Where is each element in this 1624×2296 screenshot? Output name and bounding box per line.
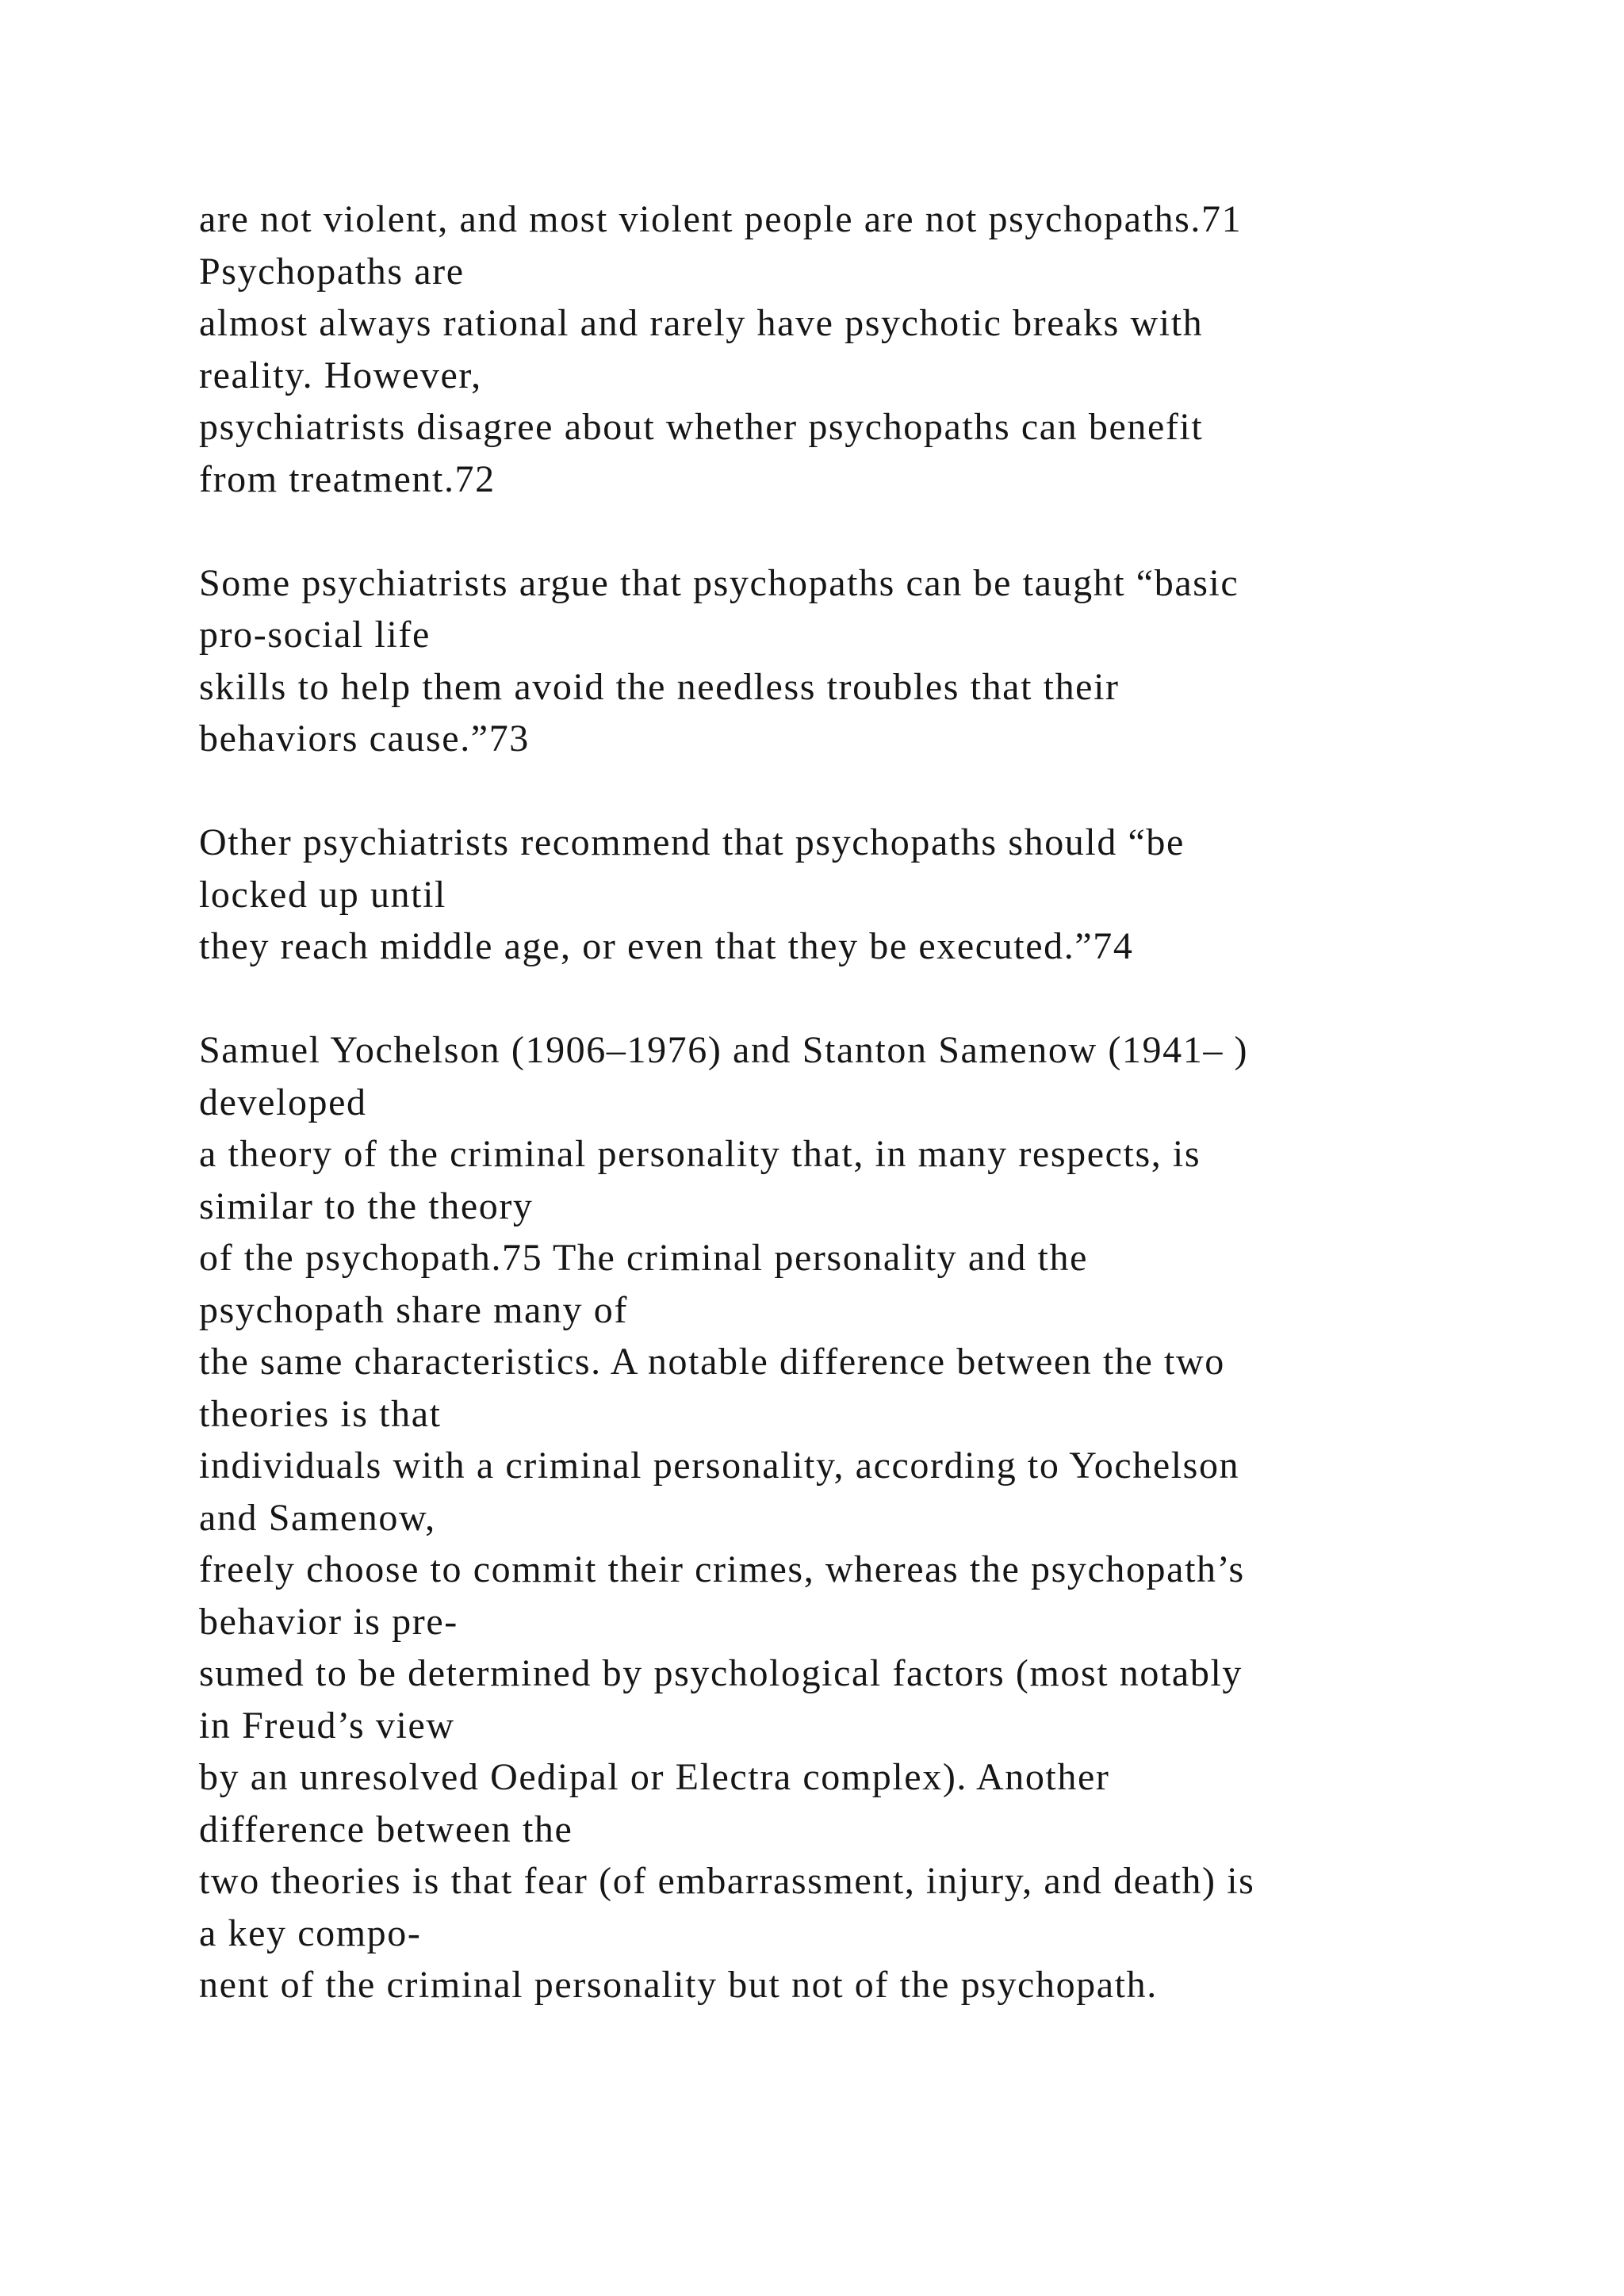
text-line: freely choose to commit their crimes, whereas the psychopath’s (199, 1548, 1245, 1590)
text-line: almost always rational and rarely have psychotic breaks with (199, 302, 1204, 344)
text-line: a theory of the criminal personality that, in many respects, is (199, 1133, 1201, 1175)
text-line: by an unresolved Oedipal or Electra complex). Another (199, 1756, 1110, 1798)
text-line: difference between the (199, 1808, 573, 1850)
text-line: individuals with a criminal personality, according to Yochelson (199, 1445, 1240, 1487)
text-line: skills to help them avoid the needless troubles that their (199, 665, 1120, 708)
paragraph-pro-social-skills (199, 557, 1531, 765)
text-line: behavior is pre- (199, 1600, 458, 1643)
text-line: Some psychiatrists argue that psychopaths can be taught “basic (199, 561, 1239, 604)
text-line: from treatment.72 (199, 457, 496, 500)
text-line: of the psychopath.75 The criminal personality and the (199, 1237, 1088, 1279)
text-line: two theories is that fear (of embarrassment, injury, and death) is (199, 1860, 1255, 1902)
text-line: nent of the criminal personality but not of the psychopath. (199, 1964, 1158, 2006)
paragraph-gap (199, 505, 1531, 557)
text-line: are not violent, and most violent people are not psychopaths.71 (199, 198, 1243, 240)
paragraph-locked-up (199, 817, 1531, 973)
text-line: psychopath share many of (199, 1288, 628, 1331)
text-line: reality. However, (199, 354, 482, 396)
text-line: they reach middle age, or even that they be executed.”74 (199, 925, 1134, 967)
text-line: sumed to be determined by psychological factors (most notably (199, 1652, 1243, 1694)
text-line: behaviors cause.”73 (199, 718, 530, 760)
text-line: developed (199, 1081, 367, 1123)
document-body (199, 193, 1531, 2011)
text-line: Other psychiatrists recommend that psychopaths should “be (199, 821, 1185, 863)
text-line: and Samenow, (199, 1496, 436, 1539)
text-line: psychiatrists disagree about whether psychopaths can benefit (199, 406, 1204, 448)
paragraph-gap (199, 973, 1531, 1025)
text-line: Psychopaths are (199, 250, 465, 293)
paragraph-gap (199, 765, 1531, 817)
text-line: theories is that (199, 1392, 442, 1435)
paragraph-criminal-personality (199, 1024, 1531, 2011)
text-line: similar to the theory (199, 1184, 534, 1227)
text-line: pro-social life (199, 614, 431, 656)
text-line: locked up until (199, 873, 446, 916)
paragraph-psychopath-treatment (199, 193, 1531, 505)
text-line: a key compo- (199, 1911, 422, 1954)
text-line: in Freud’s view (199, 1704, 455, 1747)
text-line: Samuel Yochelson (1906–1976) and Stanton Samenow (1941– ) (199, 1029, 1249, 1071)
text-line: the same characteristics. A notable difference between the two (199, 1341, 1225, 1383)
